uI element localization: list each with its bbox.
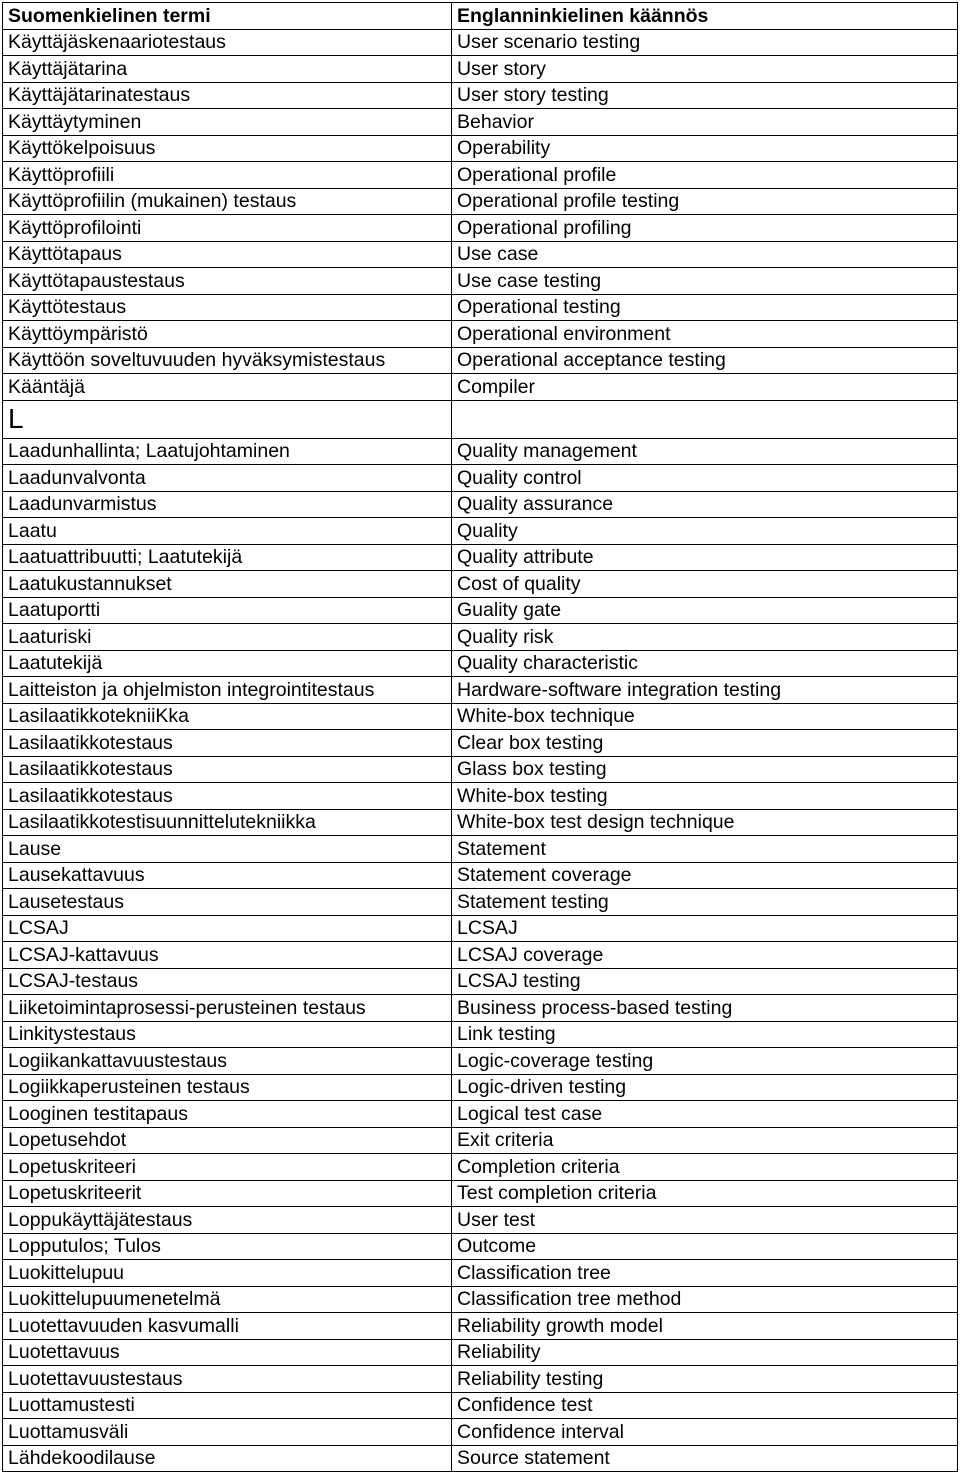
table-row [3,268,958,295]
english-translation-cell: User scenario testing [452,29,958,56]
english-translation-cell: Quality [452,518,958,545]
finnish-term-cell: Laatuportti [3,597,452,624]
english-translation-cell: Quality attribute [452,544,958,571]
english-translation-cell: Confidence test [452,1392,958,1419]
table-row [3,571,958,598]
finnish-term-cell: LCSAJ-testaus [3,968,452,995]
table-row [3,162,958,189]
table-row [3,1180,958,1207]
table-row [3,730,958,757]
english-translation-cell: LCSAJ testing [452,968,958,995]
table-row [3,109,958,136]
table-row [3,1048,958,1075]
table-row [3,1392,958,1419]
table-row [3,809,958,836]
english-translation-cell: Confidence interval [452,1419,958,1446]
header-finnish-term: Suomenkielinen termi [3,3,452,30]
english-translation-cell: Logic-driven testing [452,1074,958,1101]
english-translation-cell: Reliability testing [452,1366,958,1393]
table-row [3,836,958,863]
finnish-term-cell: LasilaatikkotekniiKka [3,703,452,730]
finnish-term-cell: Käyttäytyminen [3,109,452,136]
english-translation-cell: Logic-coverage testing [452,1048,958,1075]
english-translation-cell: Operational testing [452,294,958,321]
english-translation-cell: User story testing [452,82,958,109]
english-translation-cell: LCSAJ [452,915,958,942]
finnish-term-cell: Lähdekoodilause [3,1445,452,1472]
finnish-term-cell: Luokittelupuu [3,1260,452,1287]
table-row [3,1286,958,1313]
finnish-term-cell: Käyttökelpoisuus [3,135,452,162]
table-body [3,29,958,1472]
table-row [3,1366,958,1393]
finnish-term-cell: Loppukäyttäjätestaus [3,1207,452,1234]
table-row [3,321,958,348]
table-row [3,677,958,704]
finnish-term-cell: LCSAJ-kattavuus [3,942,452,969]
finnish-term-cell: Käyttötestaus [3,294,452,321]
table-row [3,491,958,518]
table-row [3,1419,958,1446]
english-translation-cell: Quality management [452,438,958,465]
english-translation-cell: Statement coverage [452,862,958,889]
finnish-term-cell: Käyttöprofilointi [3,215,452,242]
finnish-term-cell: Käyttöympäristö [3,321,452,348]
finnish-term-cell: Lausetestaus [3,889,452,916]
finnish-term-cell: Käyttötapaus [3,241,452,268]
table-row [3,862,958,889]
english-translation-cell: Behavior [452,109,958,136]
english-translation-cell: Clear box testing [452,730,958,757]
table-row [3,889,958,916]
finnish-term-cell: Luottamustesti [3,1392,452,1419]
finnish-term-cell: Lasilaatikkotestisuunnittelutekniikka [3,809,452,836]
english-translation-cell: Cost of quality [452,571,958,598]
table-row [3,1074,958,1101]
english-translation-cell: Reliability growth model [452,1313,958,1340]
table-row [3,1445,958,1472]
english-translation-cell: Logical test case [452,1101,958,1128]
finnish-term-cell: Kääntäjä [3,374,452,401]
table-row [3,29,958,56]
finnish-term-cell: Käyttäjäskenaariotestaus [3,29,452,56]
table-row [3,968,958,995]
finnish-term-cell: Logiikankattavuustestaus [3,1048,452,1075]
english-translation-cell: Glass box testing [452,756,958,783]
finnish-term-cell: Käyttöprofiilin (mukainen) testaus [3,188,452,215]
english-translation-cell: Operational acceptance testing [452,347,958,374]
english-translation-cell: Operational profiling [452,215,958,242]
table-row [3,703,958,730]
table-row [3,518,958,545]
table-row [3,624,958,651]
finnish-term-cell: Logiikkaperusteinen testaus [3,1074,452,1101]
english-translation-cell: Exit criteria [452,1127,958,1154]
table-row [3,995,958,1022]
table-row [3,294,958,321]
finnish-term-cell: Lasilaatikkotestaus [3,783,452,810]
finnish-term-cell: Laaturiski [3,624,452,651]
finnish-term-cell: Käyttötapaustestaus [3,268,452,295]
english-translation-cell: Outcome [452,1233,958,1260]
table-header [3,3,958,30]
english-translation-cell: Operability [452,135,958,162]
finnish-term-cell: LCSAJ [3,915,452,942]
finnish-term-cell: Luottamusväli [3,1419,452,1446]
finnish-term-cell: Liiketoimintaprosessi-perusteinen testaus [3,995,452,1022]
english-translation-cell: Statement [452,836,958,863]
english-translation-cell: White-box technique [452,703,958,730]
table-row [3,597,958,624]
finnish-term-cell: Laitteiston ja ohjelmiston integrointitestaus [3,677,452,704]
finnish-term-cell: Käyttäjätarinatestaus [3,82,452,109]
table-row [3,1260,958,1287]
english-translation-cell: Quality control [452,465,958,492]
finnish-term-cell: Luotettavuus [3,1339,452,1366]
english-translation-cell: Completion criteria [452,1154,958,1181]
english-translation-cell: White-box test design technique [452,809,958,836]
finnish-term-cell: Käyttöön soveltuvuuden hyväksymistestaus [3,347,452,374]
finnish-term-cell: Käyttöprofiili [3,162,452,189]
finnish-term-cell: Käyttäjätarina [3,56,452,83]
english-translation-cell: Test completion criteria [452,1180,958,1207]
english-translation-cell: User story [452,56,958,83]
finnish-term-cell: Luokittelupuumenetelmä [3,1286,452,1313]
table-row [3,942,958,969]
english-translation-cell: Business process-based testing [452,995,958,1022]
table-row [3,188,958,215]
table-row [3,1154,958,1181]
english-translation-cell: Statement testing [452,889,958,916]
table-row [3,756,958,783]
finnish-term-cell: Lasilaatikkotestaus [3,730,452,757]
finnish-term-cell: Lasilaatikkotestaus [3,756,452,783]
finnish-term-cell: Linkitystestaus [3,1021,452,1048]
finnish-term-cell: Laatuattribuutti; Laatutekijä [3,544,452,571]
finnish-term-cell: Laadunhallinta; Laatujohtaminen [3,438,452,465]
finnish-term-cell: Looginen testitapaus [3,1101,452,1128]
table-row [3,544,958,571]
table-row [3,135,958,162]
finnish-term-cell: Lause [3,836,452,863]
finnish-term-cell: Lopputulos; Tulos [3,1233,452,1260]
english-translation-cell: Source statement [452,1445,958,1472]
finnish-term-cell: Laadunvarmistus [3,491,452,518]
english-translation-cell: User test [452,1207,958,1234]
english-translation-cell: Operational profile testing [452,188,958,215]
section-letter: L [3,400,452,438]
english-translation-cell: Compiler [452,374,958,401]
english-translation-cell: White-box testing [452,783,958,810]
english-translation-cell: Link testing [452,1021,958,1048]
finnish-term-cell: Laatutekijä [3,650,452,677]
finnish-term-cell: Lausekattavuus [3,862,452,889]
table-row [3,650,958,677]
english-translation-cell: Guality gate [452,597,958,624]
finnish-term-cell: Lopetuskriteeri [3,1154,452,1181]
finnish-term-cell: Luotettavuustestaus [3,1366,452,1393]
table-row [3,1021,958,1048]
english-translation-cell: Use case testing [452,268,958,295]
table-row [3,1101,958,1128]
table-row [3,465,958,492]
header-row [3,3,958,30]
english-translation-cell: Reliability [452,1339,958,1366]
section-empty-cell [452,400,958,438]
table-row [3,56,958,83]
english-translation-cell: Operational environment [452,321,958,348]
english-translation-cell: Quality risk [452,624,958,651]
english-translation-cell: Hardware-software integration testing [452,677,958,704]
english-translation-cell: Use case [452,241,958,268]
table-row [3,1127,958,1154]
table-row [3,347,958,374]
table-row [3,1313,958,1340]
table-row [3,374,958,401]
table-row [3,783,958,810]
table-row [3,82,958,109]
table-row [3,241,958,268]
glossary-table [2,2,958,1472]
finnish-term-cell: Laatukustannukset [3,571,452,598]
section-header-row [3,400,958,438]
english-translation-cell: Operational profile [452,162,958,189]
table-row [3,1339,958,1366]
finnish-term-cell: Laatu [3,518,452,545]
english-translation-cell: LCSAJ coverage [452,942,958,969]
table-row [3,1233,958,1260]
english-translation-cell: Quality assurance [452,491,958,518]
table-row [3,915,958,942]
table-row [3,438,958,465]
finnish-term-cell: Lopetusehdot [3,1127,452,1154]
english-translation-cell: Classification tree method [452,1286,958,1313]
finnish-term-cell: Luotettavuuden kasvumalli [3,1313,452,1340]
header-english-translation: Englanninkielinen käännös [452,3,958,30]
finnish-term-cell: Laadunvalvonta [3,465,452,492]
finnish-term-cell: Lopetuskriteerit [3,1180,452,1207]
english-translation-cell: Classification tree [452,1260,958,1287]
table-row [3,1207,958,1234]
english-translation-cell: Quality characteristic [452,650,958,677]
table-row [3,215,958,242]
